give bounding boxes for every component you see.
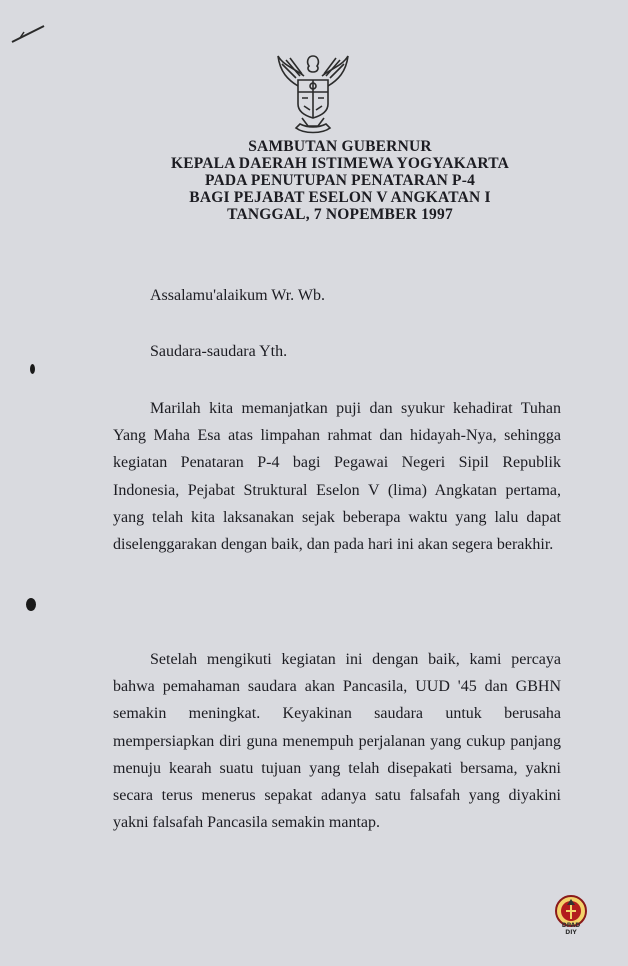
title-line: SAMBUTAN GUBERNUR bbox=[248, 138, 432, 155]
ink-spot bbox=[30, 364, 35, 374]
greeting: Assalamu'alaikum Wr. Wb. bbox=[150, 287, 325, 304]
title-line: KEPALA DAERAH ISTIMEWA YOGYAKARTA bbox=[170, 155, 510, 172]
title-line: TANGGAL, 7 NOPEMBER 1997 bbox=[227, 206, 453, 223]
body-paragraph bbox=[113, 395, 561, 558]
garuda-emblem-icon bbox=[274, 50, 352, 134]
paragraph-2: Setelah mengikuti kegiatan ini dengan baik, kami percaya bahwa pemahaman saudara akan Pancasila, UUD '45 dan GBHN semakin meningkat. Keyakinan saudara untuk berusaha mempersiapkan diri guna menempuh perjalanan yang cukup panjang menuju kearah suatu tujuan yang telah disepakati bersama, yakni secara terus menerus sepakat adanya satu falsafah yang diyakini yakni falsafah Pancasila semakin mantap. bbox=[113, 651, 561, 832]
paragraph-1: Marilah kita memanjatkan puji dan syukur kehadirat Tuhan Yang Maha Esa atas limpahan rahmat dan hidayah-Nya, sehingga kegiatan Penataran P-4 bagi Pegawai Negeri Sipil Republik Indonesia, Pejabat Struktural Eselon V (lima) Angkatan pertama, yang telah kita laksanakan sejak beberapa waktu yang lalu dapat diselenggarakan dengan baik, dan pada hari ini akan segera berakhir. bbox=[113, 400, 561, 554]
body-paragraph bbox=[113, 646, 561, 836]
title-line: PADA PENUTUPAN PENATARAN P-4 bbox=[204, 172, 476, 189]
watermark-line: DPAD bbox=[561, 922, 581, 929]
document-title bbox=[110, 138, 570, 223]
watermark-line: DIY bbox=[565, 929, 577, 936]
salutation: Saudara-saudara Yth. bbox=[150, 343, 288, 360]
ink-spot bbox=[26, 598, 36, 611]
pen-scratch-mark bbox=[10, 22, 46, 46]
title-line: BAGI PEJABAT ESELON V ANGKATAN I bbox=[189, 189, 491, 206]
